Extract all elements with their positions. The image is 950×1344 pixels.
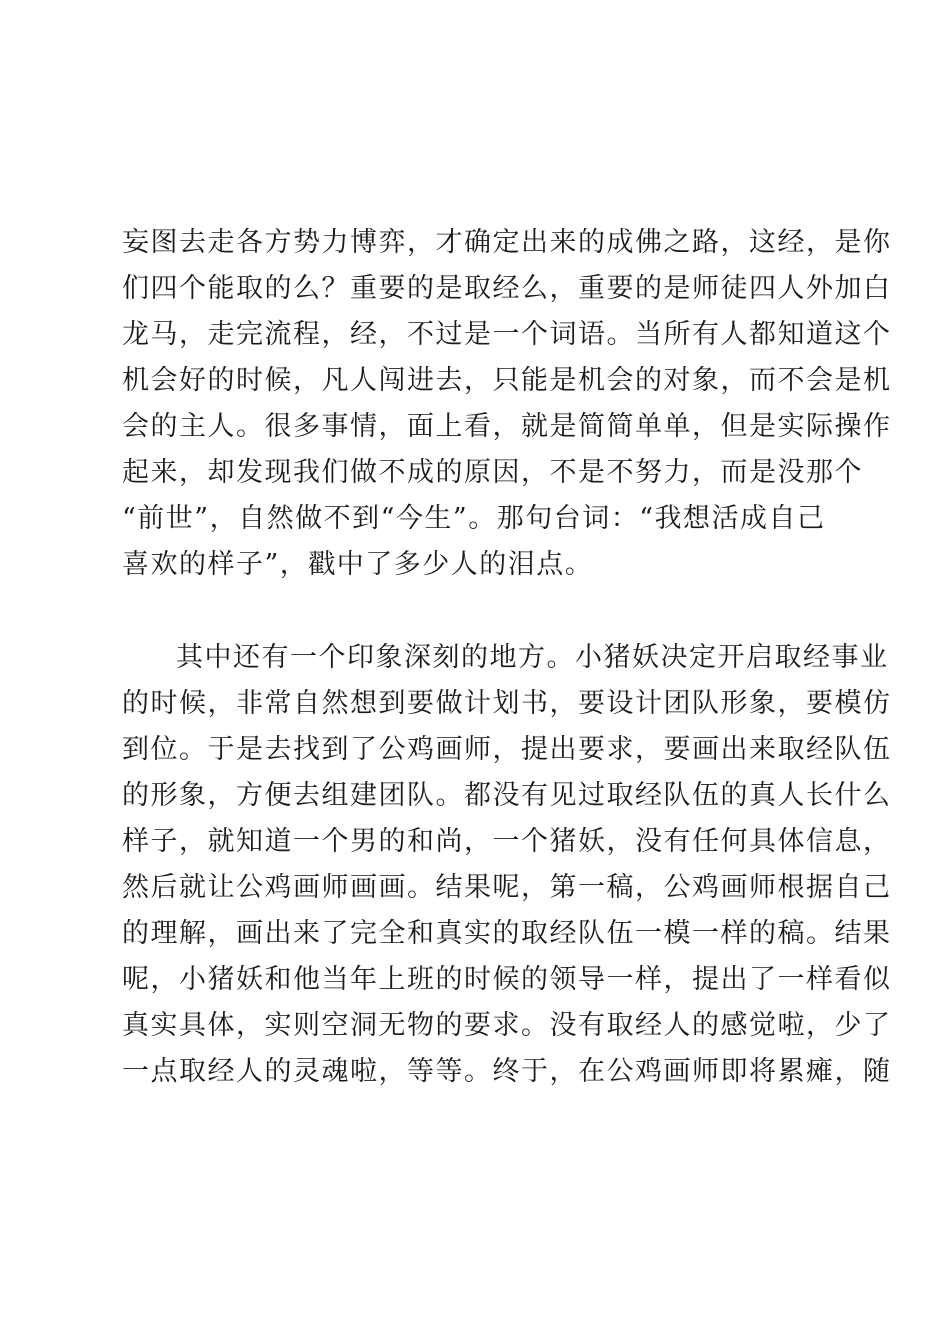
text-line: 们四个能取的么？重要的是取经么，重要的是师徒四人外加白 [122,273,892,304]
paragraph-1 [122,220,892,588]
text-line: 呢，小猪妖和他当年上班的时候的领导一样，提出了一样看似 [122,964,892,995]
text-line: 龙马，走完流程，经，不过是一个词语。当所有人都知道这个 [122,319,892,350]
text-line: 的理解，画出来了完全和真实的取经队伍一模一样的稿。结果 [122,918,892,949]
text-line: 样子，就知道一个男的和尚，一个猪妖，没有任何具体信息， [122,826,892,857]
text-line: 到位。于是去找到了公鸡画师，提出要求，要画出来取经队伍 [122,734,892,765]
text-line: 的时候，非常自然想到要做计划书，要设计团队形象，要模仿 [122,688,892,719]
text-line: “前世”，自然做不到“今生”。那句台词：“我想活成自己 [122,503,826,534]
text-line: 的形象，方便去组建团队。都没有见过取经队伍的真人长什么 [122,780,892,811]
text-line: 真实具体，实则空洞无物的要求。没有取经人的感觉啦，少了 [122,1010,892,1041]
text-line: 会的主人。很多事情，面上看，就是简简单单，但是实际操作 [122,411,892,442]
paragraph-2 [122,635,892,1095]
text-line: 起来，却发现我们做不成的原因，不是不努力，而是没那个 [122,457,863,488]
text-line: 一点取经人的灵魂啦，等等。终于，在公鸡画师即将累瘫，随 [122,1056,892,1087]
text-line: 机会好的时候，凡人闯进去，只能是机会的对象，而不会是机 [122,365,892,396]
text-line: 喜欢的样子”，戳中了多少人的泪点。 [122,549,594,580]
text-line: 然后就让公鸡画师画画。结果呢，第一稿，公鸡画师根据自己 [122,872,892,903]
text-line: 妄图去走各方势力博弈，才确定出来的成佛之路，这经，是你 [122,227,892,258]
text-line: 其中还有一个印象深刻的地方。小猪妖决定开启取经事业 [176,642,889,673]
